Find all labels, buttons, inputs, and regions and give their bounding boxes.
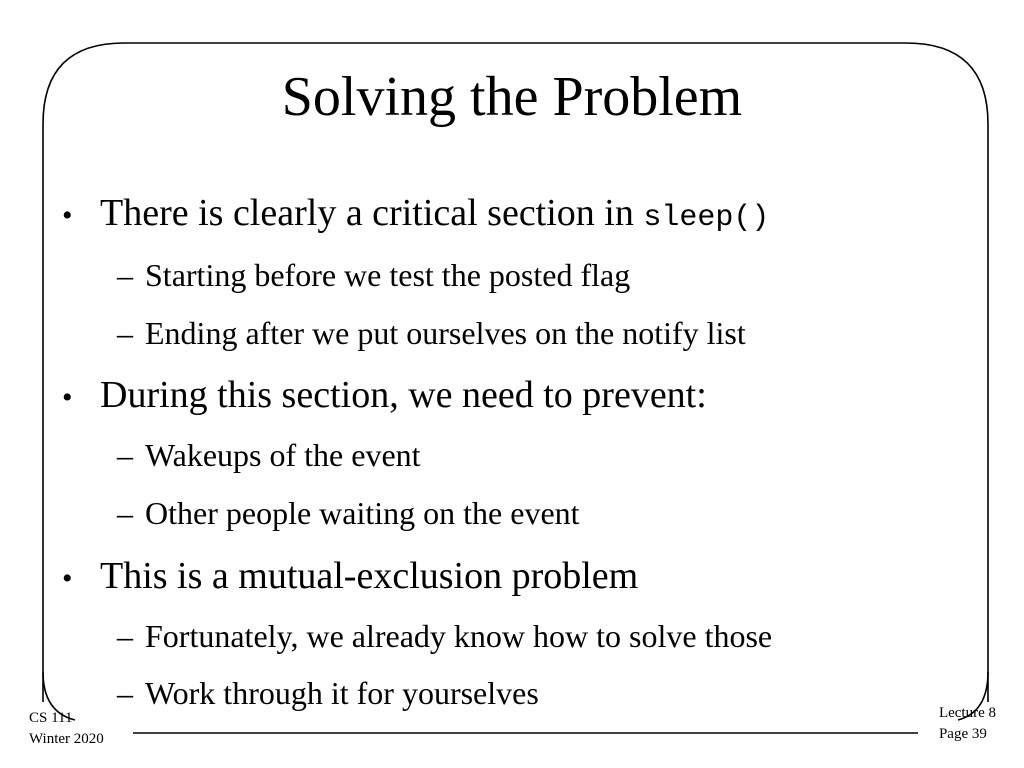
bullet-1-sub-1 xyxy=(117,256,630,294)
footer-lecture: Lecture 8 xyxy=(938,705,996,721)
bullet-2-sub-1 xyxy=(117,436,421,474)
footer-page-info xyxy=(939,703,996,745)
bullet-2 xyxy=(62,373,707,420)
bullet-3-sub-1-text: Fortunately, we already know how to solve those xyxy=(145,618,773,654)
dash-glyph: – xyxy=(117,257,133,293)
bullet-3-text: This is a mutual-exclusion problem xyxy=(100,555,639,597)
bullet-1-sub-1-text: Starting before we test the posted flag xyxy=(145,257,631,293)
bullet-2-sub-2-text: Other people waiting on the event xyxy=(145,495,580,531)
bullet-1-sub-2-text: Ending after we put ourselves on the notify list xyxy=(145,315,746,351)
bullet-3-sub-2 xyxy=(117,674,539,712)
dash-glyph: – xyxy=(117,618,133,654)
bullet-glyph: • xyxy=(62,381,73,414)
bullet-1-code: sleep() xyxy=(643,201,770,235)
footer-term: Winter 2020 xyxy=(29,731,104,747)
footer-page-number: Page 39 xyxy=(938,726,987,742)
slide-title: Solving the Problem xyxy=(281,66,743,128)
bullet-glyph: • xyxy=(62,199,73,232)
bullet-2-sub-1-text: Wakeups of the event xyxy=(145,437,421,473)
footer-course-info xyxy=(29,708,104,750)
dash-glyph: – xyxy=(117,495,133,531)
bullet-3 xyxy=(62,554,638,601)
bullet-3-sub-2-text: Work through it for yourselves xyxy=(145,675,539,711)
dash-glyph: – xyxy=(117,437,133,473)
bullet-glyph: • xyxy=(62,562,73,595)
bullet-2-sub-2 xyxy=(117,494,580,532)
bullet-1-text: There is clearly a critical section in xyxy=(100,192,644,234)
dash-glyph: – xyxy=(117,675,133,711)
dash-glyph: – xyxy=(117,315,133,351)
bullet-1-sub-2 xyxy=(117,314,746,352)
bullet-1 xyxy=(62,191,769,240)
bullet-3-sub-1 xyxy=(117,617,772,655)
bullet-2-text: During this section, we need to prevent: xyxy=(100,374,707,416)
footer-course: CS 111 xyxy=(29,710,73,726)
